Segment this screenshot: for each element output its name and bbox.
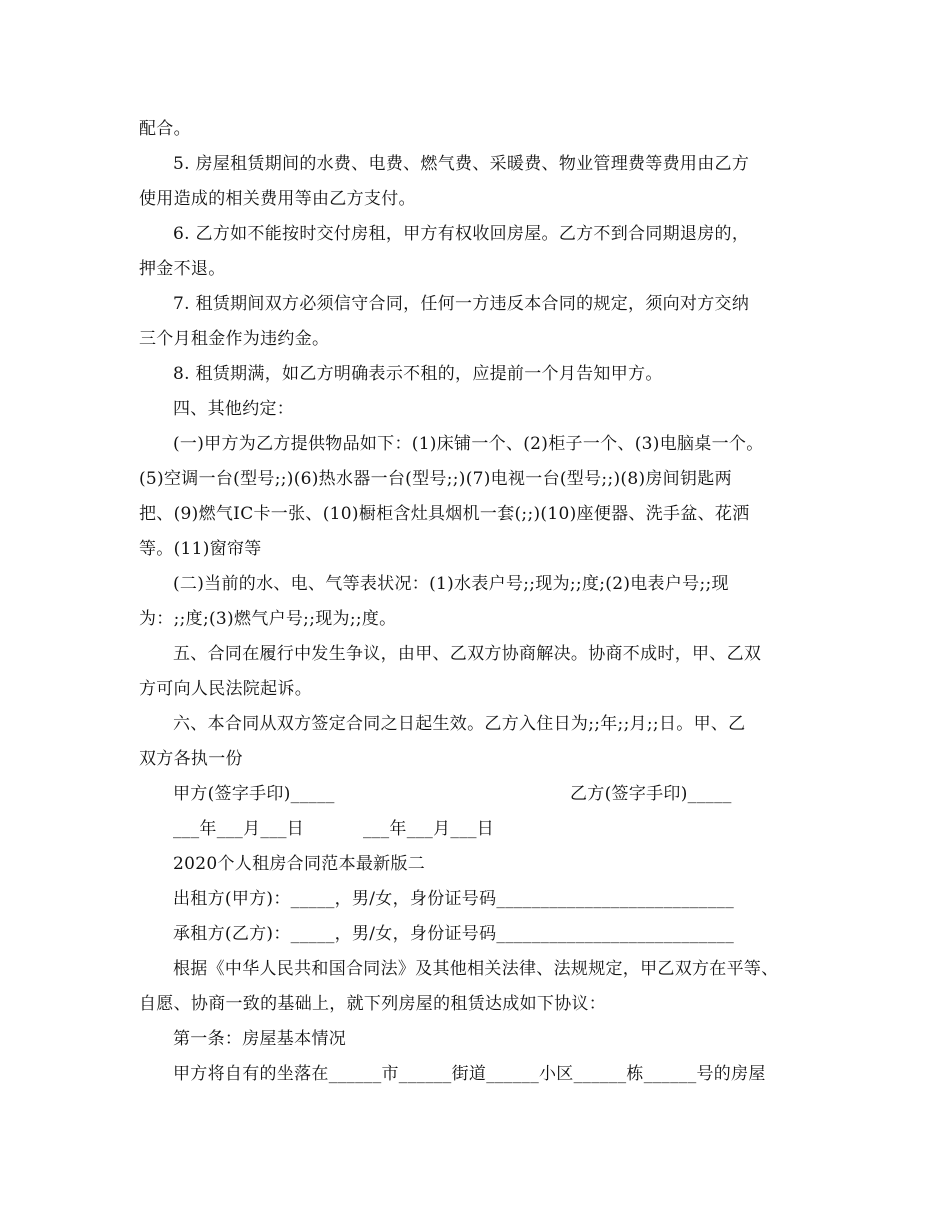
section-6: 六、本合同从双方签定合同之日起生效。乙方入住日为;;年;;月;;日。甲、乙 (173, 714, 746, 734)
lessor-line: 出租方(甲方)：_____，男/女，身份证号码___________________________ (173, 889, 734, 909)
party-a-signature: 甲方(签字手印)_____ (173, 784, 335, 804)
text-line: 双方各执一份 (139, 749, 243, 769)
text-line: 使用造成的相关费用等由乙方支付。 (139, 189, 416, 209)
clause-5: 5. 房屋租赁期间的水费、电费、燃气费、采暖费、物业管理费等费用由乙方 (173, 154, 750, 174)
article-1-text: 甲方将自有的坐落在______市______街道______小区______栋______号的房屋 (173, 1064, 766, 1084)
section-heading-4: 四、其他约定： (173, 399, 295, 419)
text-line: 把、(9)燃气IC卡一张、(10)橱柜含灶具烟机一套(;;)(10)座便器、洗手盆、花洒 (139, 504, 750, 524)
contract-title-2: 2020个人租房合同范本最新版二 (173, 854, 426, 874)
signature-row (173, 777, 732, 811)
text-line: 配合。 (139, 119, 191, 139)
text-line: 方可向人民法院起诉。 (139, 679, 312, 699)
text-line: 三个月租金作为违约金。 (139, 329, 330, 349)
preamble: 根据《中华人民共和国合同法》及其他相关法律、法规规定，甲乙双方在平等、 (173, 959, 779, 979)
date-row (173, 812, 495, 846)
text-line: 自愿、协商一致的基础上，就下列房屋的租赁达成如下协议： (139, 994, 607, 1014)
clause-7: 7. 租赁期间双方必须信守合同，任何一方违反本合同的规定，须向对方交纳 (173, 294, 750, 314)
text-line: 等。(11)窗帘等 (139, 539, 262, 559)
text-line: 押金不退。 (139, 259, 226, 279)
text-line: 为：;;度;(3)燃气户号;;现为;;度。 (139, 609, 397, 629)
party-b-signature: 乙方(签字手印)_____ (570, 784, 732, 804)
party-b-date: ___年___月___日 (363, 819, 495, 839)
text-line: (5)空调一台(型号;;)(6)热水器一台(型号;;)(7)电视一台(型号;;)(8)房间钥匙两 (139, 469, 732, 489)
clause-6: 6. 乙方如不能按时交付房租，甲方有权收回房屋。乙方不到合同期退房的， (173, 224, 750, 244)
lessee-line: 承租方(乙方)：_____，男/女，身份证号码___________________________ (173, 924, 734, 944)
section-5: 五、合同在履行中发生争议，由甲、乙双方协商解决。协商不成时，甲、乙双 (173, 644, 762, 664)
items-list: (一)甲方为乙方提供物品如下：(1)床铺一个、(2)柜子一个、(3)电脑桌一个。 (173, 434, 764, 454)
clause-8: 8. 租赁期满，如乙方明确表示不租的，应提前一个月告知甲方。 (173, 364, 663, 384)
meter-status: (二)当前的水、电、气等表状况：(1)水表户号;;现为;;度;(2)电表户号;;现 (173, 574, 729, 594)
article-1-heading: 第一条：房屋基本情况 (173, 1029, 346, 1049)
party-a-date: ___年___月___日 (173, 819, 305, 839)
